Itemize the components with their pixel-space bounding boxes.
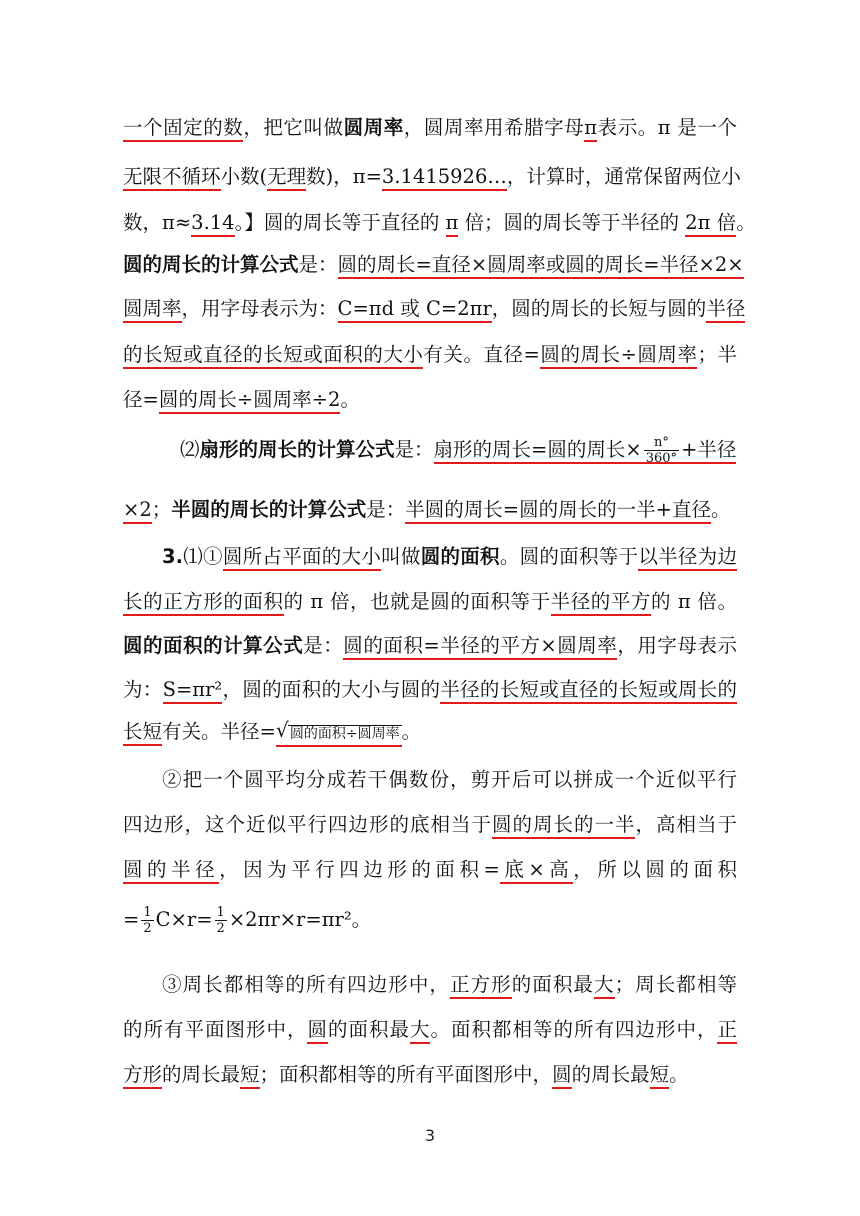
bold-term: 半圆的周长的计算公式 xyxy=(171,498,367,521)
underlined-answer: 圆所占平面的大小 xyxy=(223,545,381,571)
text-segment: ×2πr×r=πr² xyxy=(228,908,352,931)
fraction-denominator: 2 xyxy=(143,921,152,936)
text-segment: ，圆的周长的长短与圆的 xyxy=(491,297,707,320)
text-segment: ，用字母表示为： xyxy=(181,297,338,320)
text-segment: 。 xyxy=(351,908,372,931)
text-segment: ；面积都相等的所有平面图形中， xyxy=(259,1063,553,1086)
fraction-numerator: 1 xyxy=(216,905,225,920)
text-segment: 为： xyxy=(123,678,163,701)
text-line xyxy=(123,626,737,666)
underlined-answer: 半径的平方 xyxy=(551,590,651,616)
text-segment: 叫做 xyxy=(381,545,421,568)
text-segment: 的 π 倍，也就是圆的面积等于 xyxy=(283,590,551,613)
bold-term: 圆的周长的计算公式 xyxy=(123,253,299,276)
sqrt-expression xyxy=(275,718,402,747)
area-formula-line xyxy=(123,900,737,940)
text-line xyxy=(162,537,737,577)
underlined-answer: 的长短或直径的长短或面积的大小 xyxy=(123,343,423,369)
text-line xyxy=(123,203,756,243)
text-line xyxy=(123,1010,737,1050)
underlined-answer: 正方形 xyxy=(450,973,512,999)
item-number: ⑵ xyxy=(180,438,200,461)
bold-term: 圆的面积 xyxy=(420,545,500,568)
text-line xyxy=(123,670,737,710)
text-segment: 径= xyxy=(123,388,159,411)
text-segment: 有关。半径= xyxy=(162,720,276,743)
text-segment: 扇形的周长=圆的周长× xyxy=(433,438,642,461)
text-segment: ，圆周率用希腊字母 xyxy=(403,116,585,139)
underlined-answer: 半圆的周长=圆的周长的一半+直径 xyxy=(405,498,711,524)
text-segment: 。面积都相等的所有四边形中， xyxy=(430,1018,718,1041)
text-segment: 。】圆的周长等于直径的 xyxy=(234,211,446,234)
text-segment: 。 xyxy=(401,720,422,743)
text-segment: 。 xyxy=(340,388,360,411)
text-segment: ，所以圆的面积 xyxy=(573,858,737,881)
sqrt-body: 圆的面积÷圆周率 xyxy=(289,726,400,742)
sector-formula-heading: 扇形的周长的计算公式 xyxy=(199,438,395,461)
underlined-answer: 圆周率 xyxy=(123,297,182,323)
page-number: 3 xyxy=(424,1126,436,1145)
fraction-one-half xyxy=(141,905,153,936)
text-segment: 长短 xyxy=(123,720,162,746)
underlined-answer: 无理 xyxy=(267,165,306,191)
text-line xyxy=(162,760,737,800)
text-line xyxy=(123,380,737,420)
underlined-answer: 圆的周长÷圆周率÷2 xyxy=(159,388,341,414)
semicircle-line xyxy=(123,490,737,530)
underlined-answer: 大 xyxy=(594,973,615,999)
bold-term: 圆的面积的计算公式 xyxy=(123,634,304,657)
underlined-answer: 短 xyxy=(240,1063,260,1089)
text-segment: 。 xyxy=(710,498,731,521)
text-segment: 的面积最 xyxy=(327,1018,410,1041)
text-segment: 。 xyxy=(736,211,756,234)
text-segment: 。圆的面积等于 xyxy=(499,545,639,568)
text-line xyxy=(123,582,737,622)
text-segment: ，因为平行四边形的面积= xyxy=(219,858,500,881)
underlined-answer: 短 xyxy=(650,1063,670,1089)
text-segment: 数)，π= xyxy=(306,165,382,188)
underlined-answer: 圆的周长的一半 xyxy=(492,813,636,839)
underlined-answer: ×2 xyxy=(123,498,152,524)
text-segment: ，高相当于 xyxy=(635,813,737,836)
text-segment: 的周长最 xyxy=(571,1063,650,1086)
sqrt-icon: √ xyxy=(275,718,289,742)
text-segment: 表示。π 是一个 xyxy=(597,116,737,139)
text-line xyxy=(123,289,746,329)
fraction-numerator: n° xyxy=(644,435,679,451)
text-segment: 有关。直径= xyxy=(423,343,540,366)
text-line xyxy=(123,245,744,285)
text-segment: 是： xyxy=(298,253,338,276)
text-line xyxy=(123,805,737,845)
underlined-answer: 底×高 xyxy=(500,858,573,884)
text-line xyxy=(123,108,737,148)
text-segment: 小数( xyxy=(220,165,268,188)
underlined-answer: 2π 倍 xyxy=(685,211,736,237)
underlined-answer: π xyxy=(446,211,459,237)
underlined-answer: 圆的半径 xyxy=(123,858,219,884)
text-segment: 是： xyxy=(303,634,344,657)
fraction-numerator: 1 xyxy=(143,905,152,920)
text-segment: = xyxy=(123,908,140,931)
sector-perimeter-line xyxy=(180,430,740,470)
text-segment: C×r= xyxy=(155,908,213,931)
text-segment: ，计算时，通常保留两位小 xyxy=(506,165,741,188)
underlined-answer: 一个固定的数 xyxy=(123,116,243,142)
underlined-answer: 以半径为边 xyxy=(638,545,737,571)
underlined-answer: C=πd 或 C=2πr xyxy=(338,297,492,323)
underlined-answer: 圆的周长=直径×圆周率或圆的周长=半径×2× xyxy=(338,253,744,279)
text-segment: 。 xyxy=(669,1063,689,1086)
text-segment: 数，π≈ xyxy=(123,211,192,234)
text-segment: ③周长都相等的所有四边形中， xyxy=(162,973,450,996)
bold-term: 3. xyxy=(162,545,183,568)
sector-formula xyxy=(433,435,737,466)
text-line xyxy=(162,965,737,1005)
text-segment: +半径 xyxy=(681,438,737,461)
bold-term: 圆周率 xyxy=(343,116,404,139)
fraction-n-360 xyxy=(644,435,679,466)
text-segment: 倍；圆的周长等于半径的 xyxy=(458,211,686,234)
underlined-answer: 3.14 xyxy=(191,211,234,237)
underlined-answer: 正 xyxy=(717,1018,737,1044)
text-segment: 是： xyxy=(366,498,406,521)
underlined-answer: 半径 xyxy=(706,297,745,323)
text-segment: 四边形，这个近似平行四边形的底相当于 xyxy=(123,813,492,836)
text-segment: ⑴① xyxy=(182,545,223,568)
underlined-answer: 长的正方形的面积 xyxy=(123,590,284,616)
text-segment: ；周长都相等 xyxy=(614,973,737,996)
underlined-answer: 3.1415926… xyxy=(382,165,507,191)
underlined-answer: 半径的长短或直径的长短或周长的 xyxy=(440,678,737,704)
fraction-denominator: 2 xyxy=(216,921,225,936)
text-segment: ；半 xyxy=(697,343,737,366)
text-segment: ，把它叫做 xyxy=(243,116,344,139)
underlined-answer: 大 xyxy=(410,1018,431,1044)
text-line xyxy=(123,157,741,197)
text-segment: 的周长最 xyxy=(162,1063,241,1086)
underlined-answer: 圆的面积=半径的平方×圆周率 xyxy=(343,634,617,660)
text-segment: ； xyxy=(151,498,172,521)
fraction-denominator: 360° xyxy=(645,451,678,466)
text-segment: ，圆的面积的大小与圆的 xyxy=(222,678,441,701)
text-segment: ，用字母表示 xyxy=(617,634,737,657)
text-line xyxy=(123,850,737,890)
underlined-answer: 圆 xyxy=(307,1018,328,1044)
underlined-answer: 圆的周长÷圆周率 xyxy=(540,343,698,369)
text-line xyxy=(123,335,737,375)
text-segment: 的 π 倍。 xyxy=(651,590,737,613)
radius-sqrt-line xyxy=(123,712,737,752)
text-segment: 的面积最 xyxy=(511,973,595,996)
fraction-one-half xyxy=(215,905,227,936)
underlined-answer: 无限不循环 xyxy=(123,165,221,191)
underlined-answer: S=πr² xyxy=(163,678,223,704)
underlined-answer: π xyxy=(584,116,597,142)
underlined-answer: 圆 xyxy=(552,1063,572,1089)
underlined-answer: 方形 xyxy=(123,1063,162,1089)
text-segment: ②把一个圆平均分成若干偶数份，剪开后可以拼成一个近似平行 xyxy=(162,768,737,791)
text-segment: 是： xyxy=(394,438,434,461)
text-line xyxy=(123,1055,737,1095)
text-segment: 的所有平面图形中， xyxy=(123,1018,308,1041)
